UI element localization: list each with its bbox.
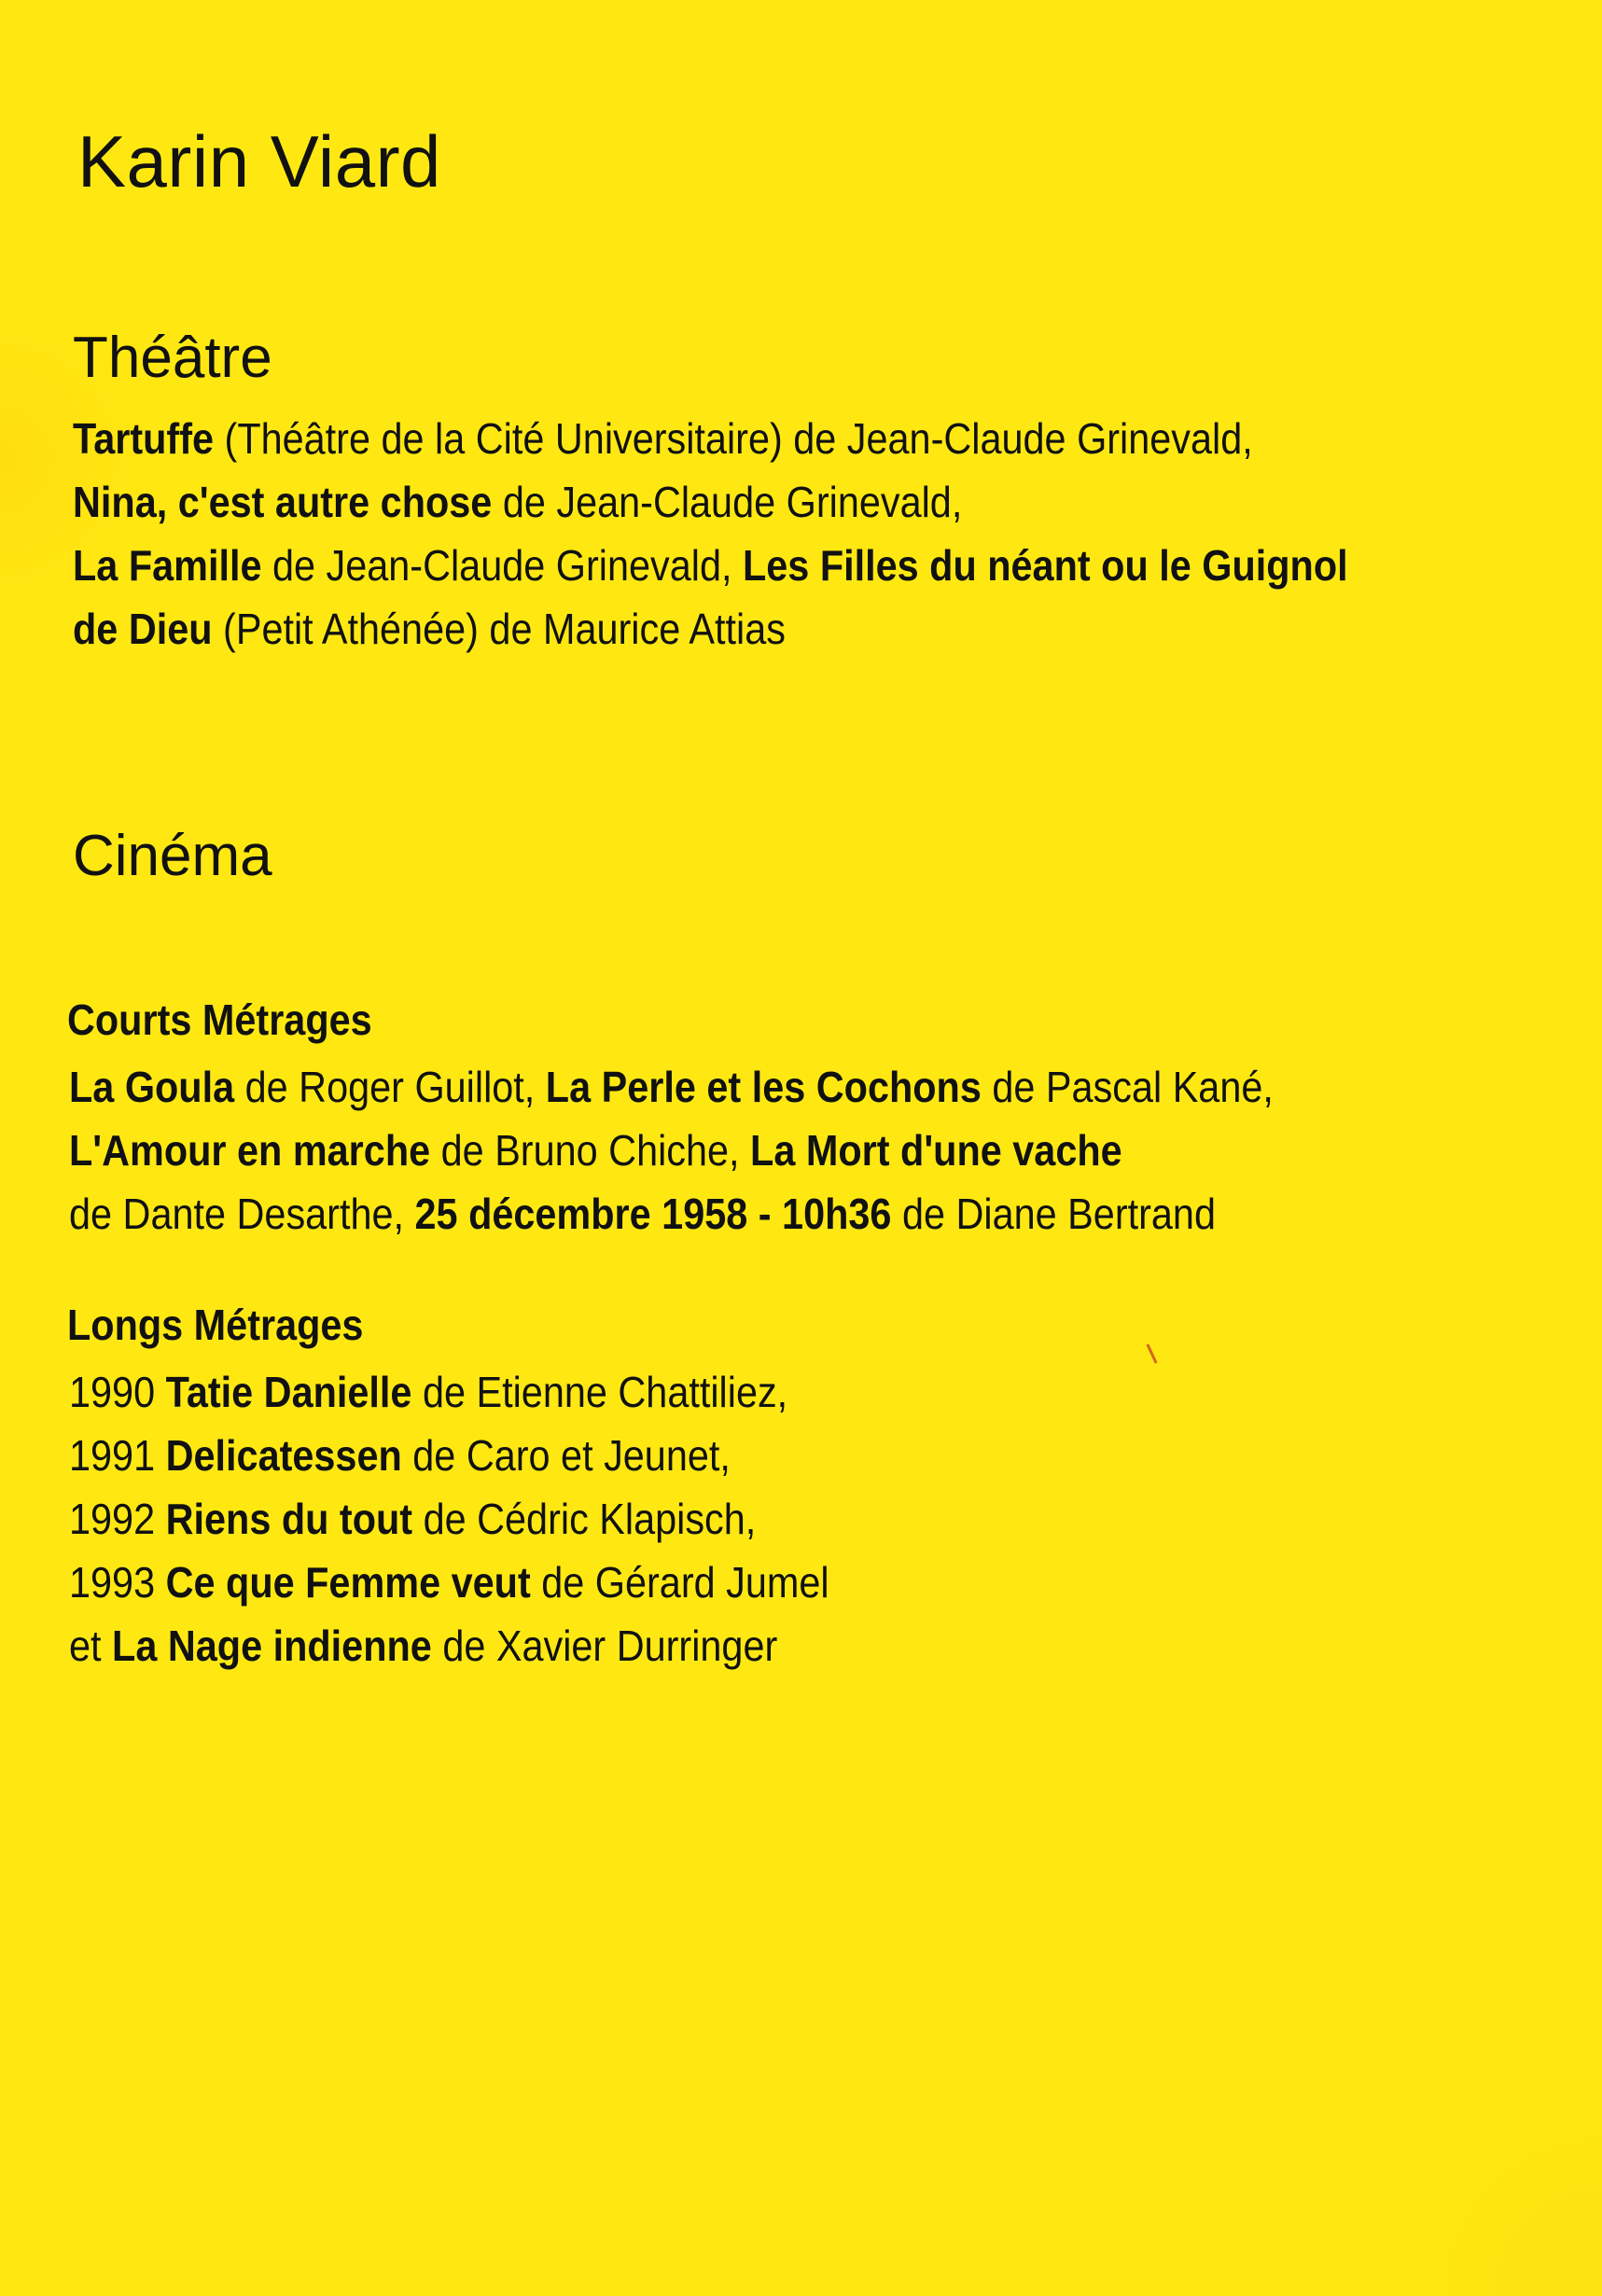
credit-text: de Gérard Jumel xyxy=(530,1558,829,1607)
credit-text: (Petit Athénée) de Maurice Attias xyxy=(212,605,786,653)
credit-text: de Etienne Chattiliez, xyxy=(411,1368,788,1416)
credit-line xyxy=(73,597,1348,661)
work-title: L'Amour en marche xyxy=(69,1126,431,1175)
credit-line xyxy=(69,1182,1274,1245)
work-title: Nina, c'est autre chose xyxy=(73,478,493,526)
credit-text: de Jean-Claude Grinevald, xyxy=(492,478,963,526)
theatre-heading: Théâtre xyxy=(73,326,272,390)
credit-text: 1991 xyxy=(69,1431,166,1480)
credit-text: 1992 xyxy=(69,1495,166,1543)
work-title: Les Filles du néant ou le Guignol xyxy=(742,541,1348,590)
work-title: Tartuffe xyxy=(73,414,215,463)
credit-text: de Bruno Chiche, xyxy=(430,1126,751,1175)
work-title: Tatie Danielle xyxy=(165,1368,412,1416)
credit-text: de Xavier Durringer xyxy=(431,1621,778,1670)
small-red-mark xyxy=(1146,1343,1157,1363)
credit-text: 1993 xyxy=(69,1558,166,1607)
credit-text: de Pascal Kané, xyxy=(981,1063,1274,1111)
credit-line xyxy=(73,470,1348,534)
credit-text: de Roger Guillot, xyxy=(234,1063,546,1111)
feature-film-credits xyxy=(69,1360,829,1677)
credit-text: de Cédric Klapisch, xyxy=(412,1495,757,1543)
credit-text: et xyxy=(69,1621,113,1670)
short-film-credits xyxy=(69,1055,1274,1245)
feature-films-heading: Longs Métrages xyxy=(67,1301,364,1349)
credit-text: de Caro et Jeunet, xyxy=(401,1431,731,1480)
credit-line xyxy=(69,1055,1274,1119)
credit-text: de Dante Desarthe, xyxy=(69,1190,415,1238)
work-title: Ce que Femme veut xyxy=(165,1558,531,1607)
work-title: Delicatessen xyxy=(165,1431,402,1480)
credit-line xyxy=(73,534,1348,597)
theatre-credits xyxy=(73,407,1348,661)
credit-line xyxy=(69,1360,829,1424)
credit-line xyxy=(69,1487,829,1551)
credit-line xyxy=(69,1119,1274,1182)
credit-line xyxy=(69,1424,829,1487)
work-title: La Goula xyxy=(69,1063,235,1111)
credit-line xyxy=(69,1614,829,1677)
work-title: de Dieu xyxy=(73,605,213,653)
work-title: La Mort d'une vache xyxy=(750,1126,1122,1175)
short-films-heading: Courts Métrages xyxy=(67,995,372,1044)
credit-text: de Diane Bertrand xyxy=(891,1190,1216,1238)
credit-text: 1990 xyxy=(69,1368,166,1416)
work-title: 25 décembre 1958 - 10h36 xyxy=(414,1190,892,1238)
work-title: La Nage indienne xyxy=(112,1621,432,1670)
credit-line xyxy=(73,407,1348,470)
credit-text: (Théâtre de la Cité Universitaire) de Jean-Claude Grinevald, xyxy=(214,414,1253,463)
credit-line xyxy=(69,1551,829,1614)
page-title: Karin Viard xyxy=(77,120,441,202)
credit-text: de Jean-Claude Grinevald, xyxy=(261,541,743,590)
cinema-heading: Cinéma xyxy=(73,824,272,888)
work-title: La Perle et les Cochons xyxy=(545,1063,982,1111)
work-title: Riens du tout xyxy=(165,1495,413,1543)
work-title: La Famille xyxy=(73,541,262,590)
